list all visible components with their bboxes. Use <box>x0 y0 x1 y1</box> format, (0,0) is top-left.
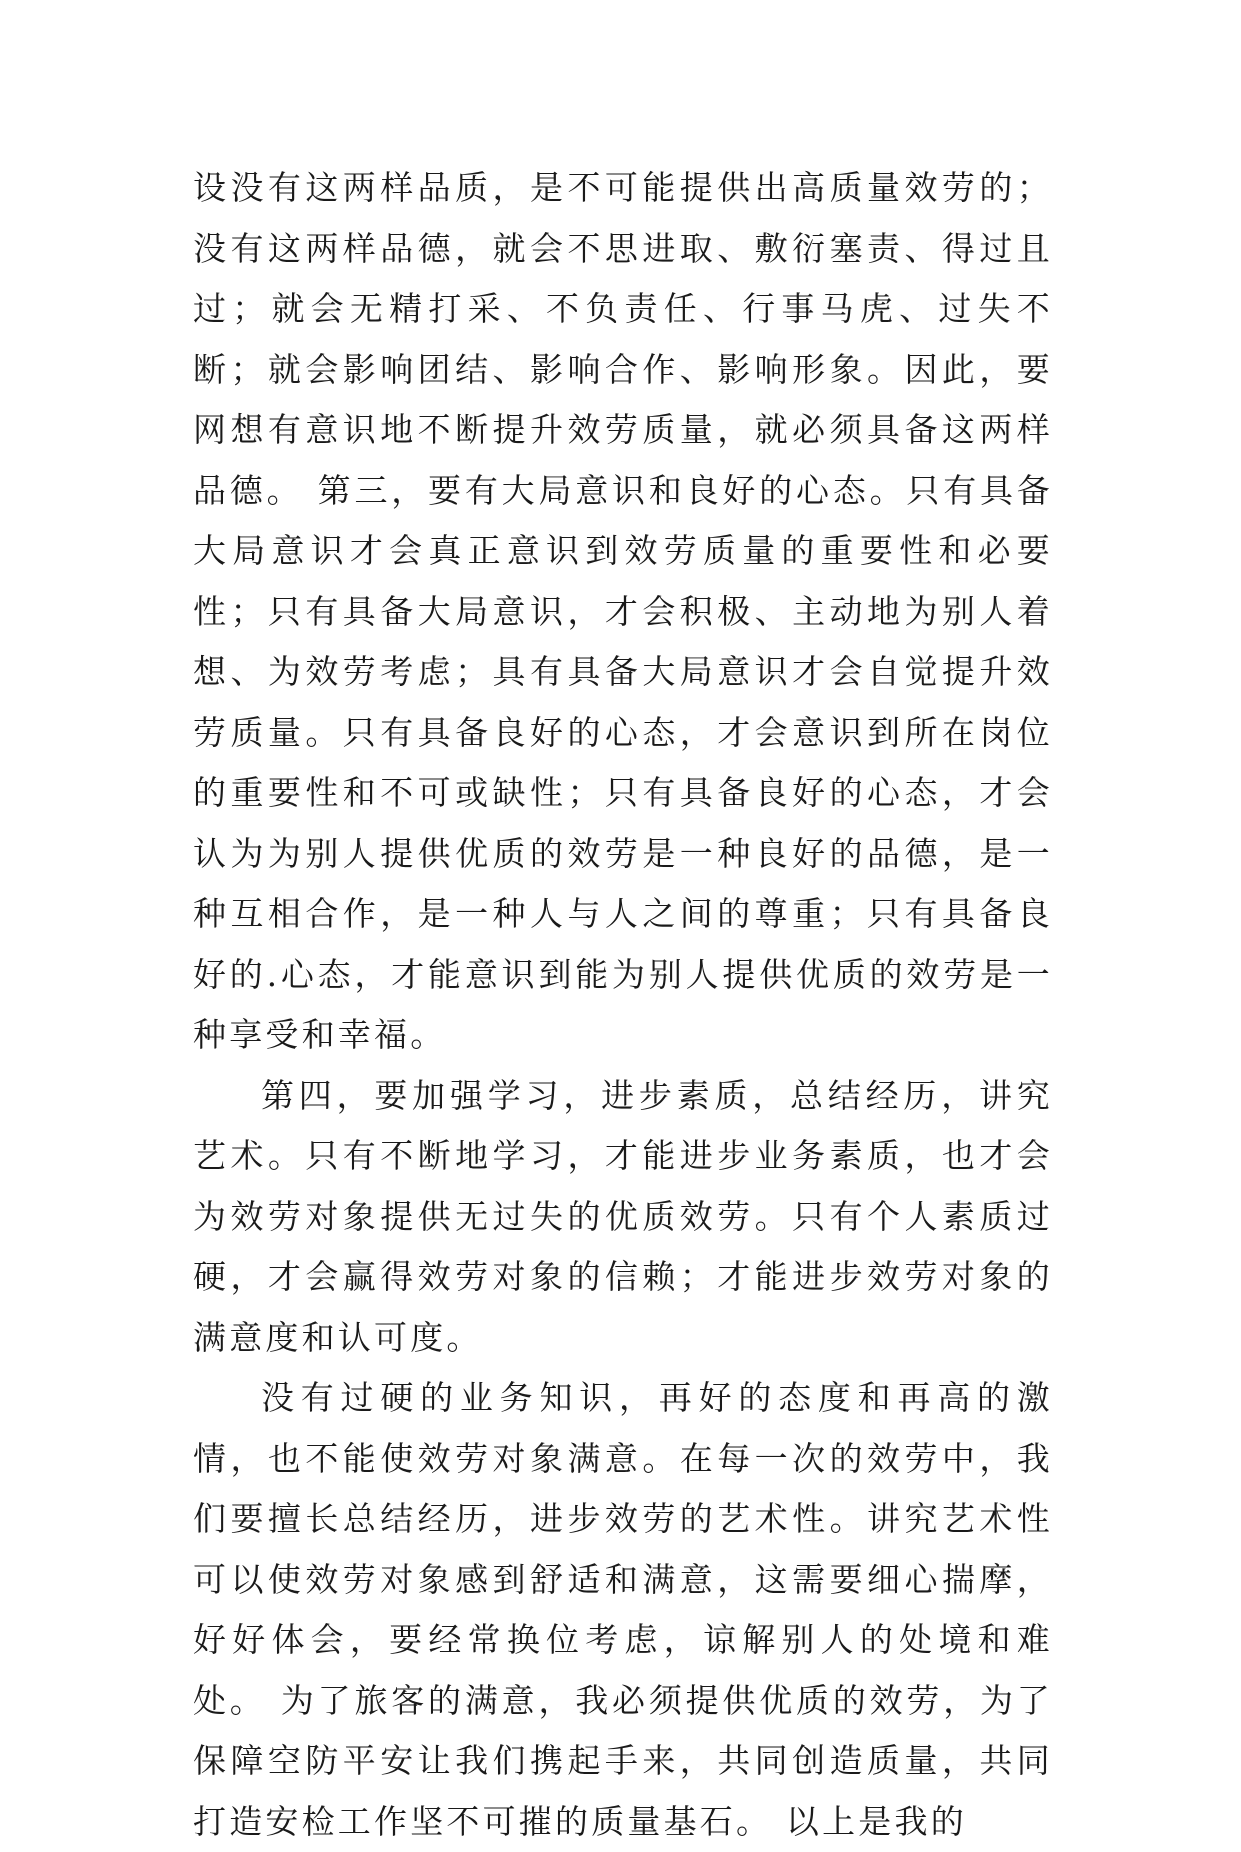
paragraph-3: 没有过硬的业务知识，再好的态度和再高的激情，也不能使效劳对象满意。在每一次的效劳中，我们要擅长总结经历，进步效劳的艺术性。讲究艺术性可以使效劳对象感到舒适和满意，这需要细心揣摩，好好体会，要经常换位考虑，谅解别人的处境和难处。 为了旅客的满意，我必须提供优质的效劳，为了保障空防平安让我们携起手来，共同创造质量，共同打造安检工作坚不可摧的质量基石。 以上是我的 <box>193 1378 1053 1841</box>
paragraph-2: 第四，要加强学习，进步素质，总结经历，讲究艺术。只有不断地学习，才能进步业务素质，也才会为效劳对象提供无过失的优质效劳。只有个人素质过硬，才会赢得效劳对象的信赖；才能进步效劳对象的满意度和认可度。 <box>193 1075 1053 1357</box>
document-body <box>193 158 1053 1852</box>
paragraph-1: 设没有这两样品质，是不可能提供出高质量效劳的；没有这两样品德，就会不思进取、敷衍塞责、得过且过；就会无精打采、不负责任、行事马虎、过失不断；就会影响团结、影响合作、影响形象。因此，要网想有意识地不断提升效劳质量，就必须具备这两样品德。 第三，要有大局意识和良好的心态。只有具备大局意识才会真正意识到效劳质量的重要性和必要性；只有具备大局意识，才会积极、主动地为别人着想、为效劳考虑；具有具备大局意识才会自觉提升效劳质量。只有具备良好的心态，才会意识到所在岗位的重要性和不可或缺性；只有具备良好的心态，才会认为为别人提供优质的效劳是一种良好的品德，是一种互相合作，是一种人与人之间的尊重；只有具备良好的.心态，才能意识到能为别人提供优质的效劳是一种享受和幸福。 <box>193 168 1053 1054</box>
